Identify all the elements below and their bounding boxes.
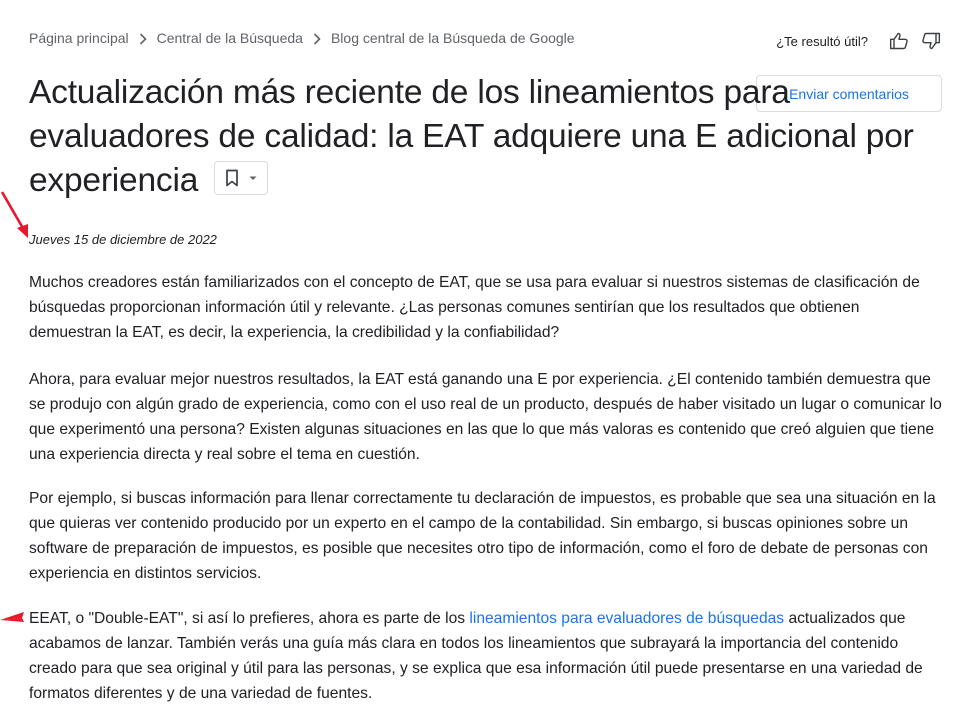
chevron-right-icon xyxy=(129,30,157,46)
raters-guidelines-link[interactable]: lineamientos para evaluadores de búsquedas xyxy=(469,610,785,627)
annotation-arrow-eeat xyxy=(0,608,26,628)
bookmark-icon xyxy=(225,169,239,187)
breadcrumb-search-central[interactable]: Central de la Búsqueda xyxy=(156,30,303,47)
paragraph-2: Ahora, para evaluar mejor nuestros resultados, la EAT está ganando una E por experiencia. ¿El contenido también demuestra que se produjo con algún grado de experiencia, como con el uso real de un producto, después de haber visitado un lugar o comunicar lo que experimentó una persona? Existen algunas situaciones en las que lo que más valoras es contenido que creó alguien que tiene una experiencia directa y real sobre el tema en cuestión. xyxy=(29,371,942,463)
breadcrumb-blog[interactable]: Blog central de la Búsqueda de Google xyxy=(330,30,575,47)
page-title xyxy=(29,71,929,203)
helpful-question: ¿Te resultó útil? xyxy=(776,33,868,49)
page-title-text: Actualización más reciente de los lineamientos para evaluadores de calidad: la EAT adquiere una E adicional por experiencia xyxy=(29,74,914,199)
publish-date: Jueves 15 de diciembre de 2022 xyxy=(29,232,217,247)
paragraph-4-start: EEAT, o "Double-EAT", si así lo prefieres, ahora es parte de los xyxy=(29,610,470,627)
thumbs-down-icon[interactable] xyxy=(920,30,942,52)
top-bar xyxy=(29,30,942,52)
chevron-down-icon xyxy=(248,173,258,183)
bookmark-button[interactable] xyxy=(214,161,268,195)
paragraph-4-end: actualizados que acabamos de lanzar. También verás una guía más clara en todos los lineamientos que subrayará la importancia del contenido creado para que sea original y útil para las personas, y se explica que esa información útil puede presentarse en una variedad de formatos diferentes y de una variedad de fuentes. xyxy=(29,610,923,702)
breadcrumb-home[interactable]: Página principal xyxy=(29,30,129,47)
paragraph-3: Por ejemplo, si buscas información para llenar correctamente tu declaración de impuestos, es probable que sea una situación en la que quieras ver contenido producido por un experto en el campo de la contabilidad. Sin embargo, si buscas opiniones sobre un software de preparación de impuestos, es posible que necesites otro tipo de información, como el foro de debate de personas con experiencia en distintos servicios. xyxy=(29,490,936,582)
breadcrumb xyxy=(29,30,575,46)
paragraph-4 xyxy=(29,606,944,706)
annotation-arrow-date xyxy=(0,188,34,242)
paragraph-1: Muchos creadores están familiarizados con el concepto de EAT, que se usa para evaluar si nuestros sistemas de clasificación de búsquedas proporcionan información útil y relevante. ¿Las personas comunes sentirían que los resultados que obtienen demuestran la EAT, es decir, la experiencia, la credibilidad y la confiabilidad? xyxy=(29,274,920,341)
chevron-right-icon xyxy=(303,30,331,46)
thumbs-up-icon[interactable] xyxy=(888,30,910,52)
send-feedback-button[interactable]: Enviar comentarios xyxy=(756,75,942,112)
helpful-feedback xyxy=(776,30,942,52)
